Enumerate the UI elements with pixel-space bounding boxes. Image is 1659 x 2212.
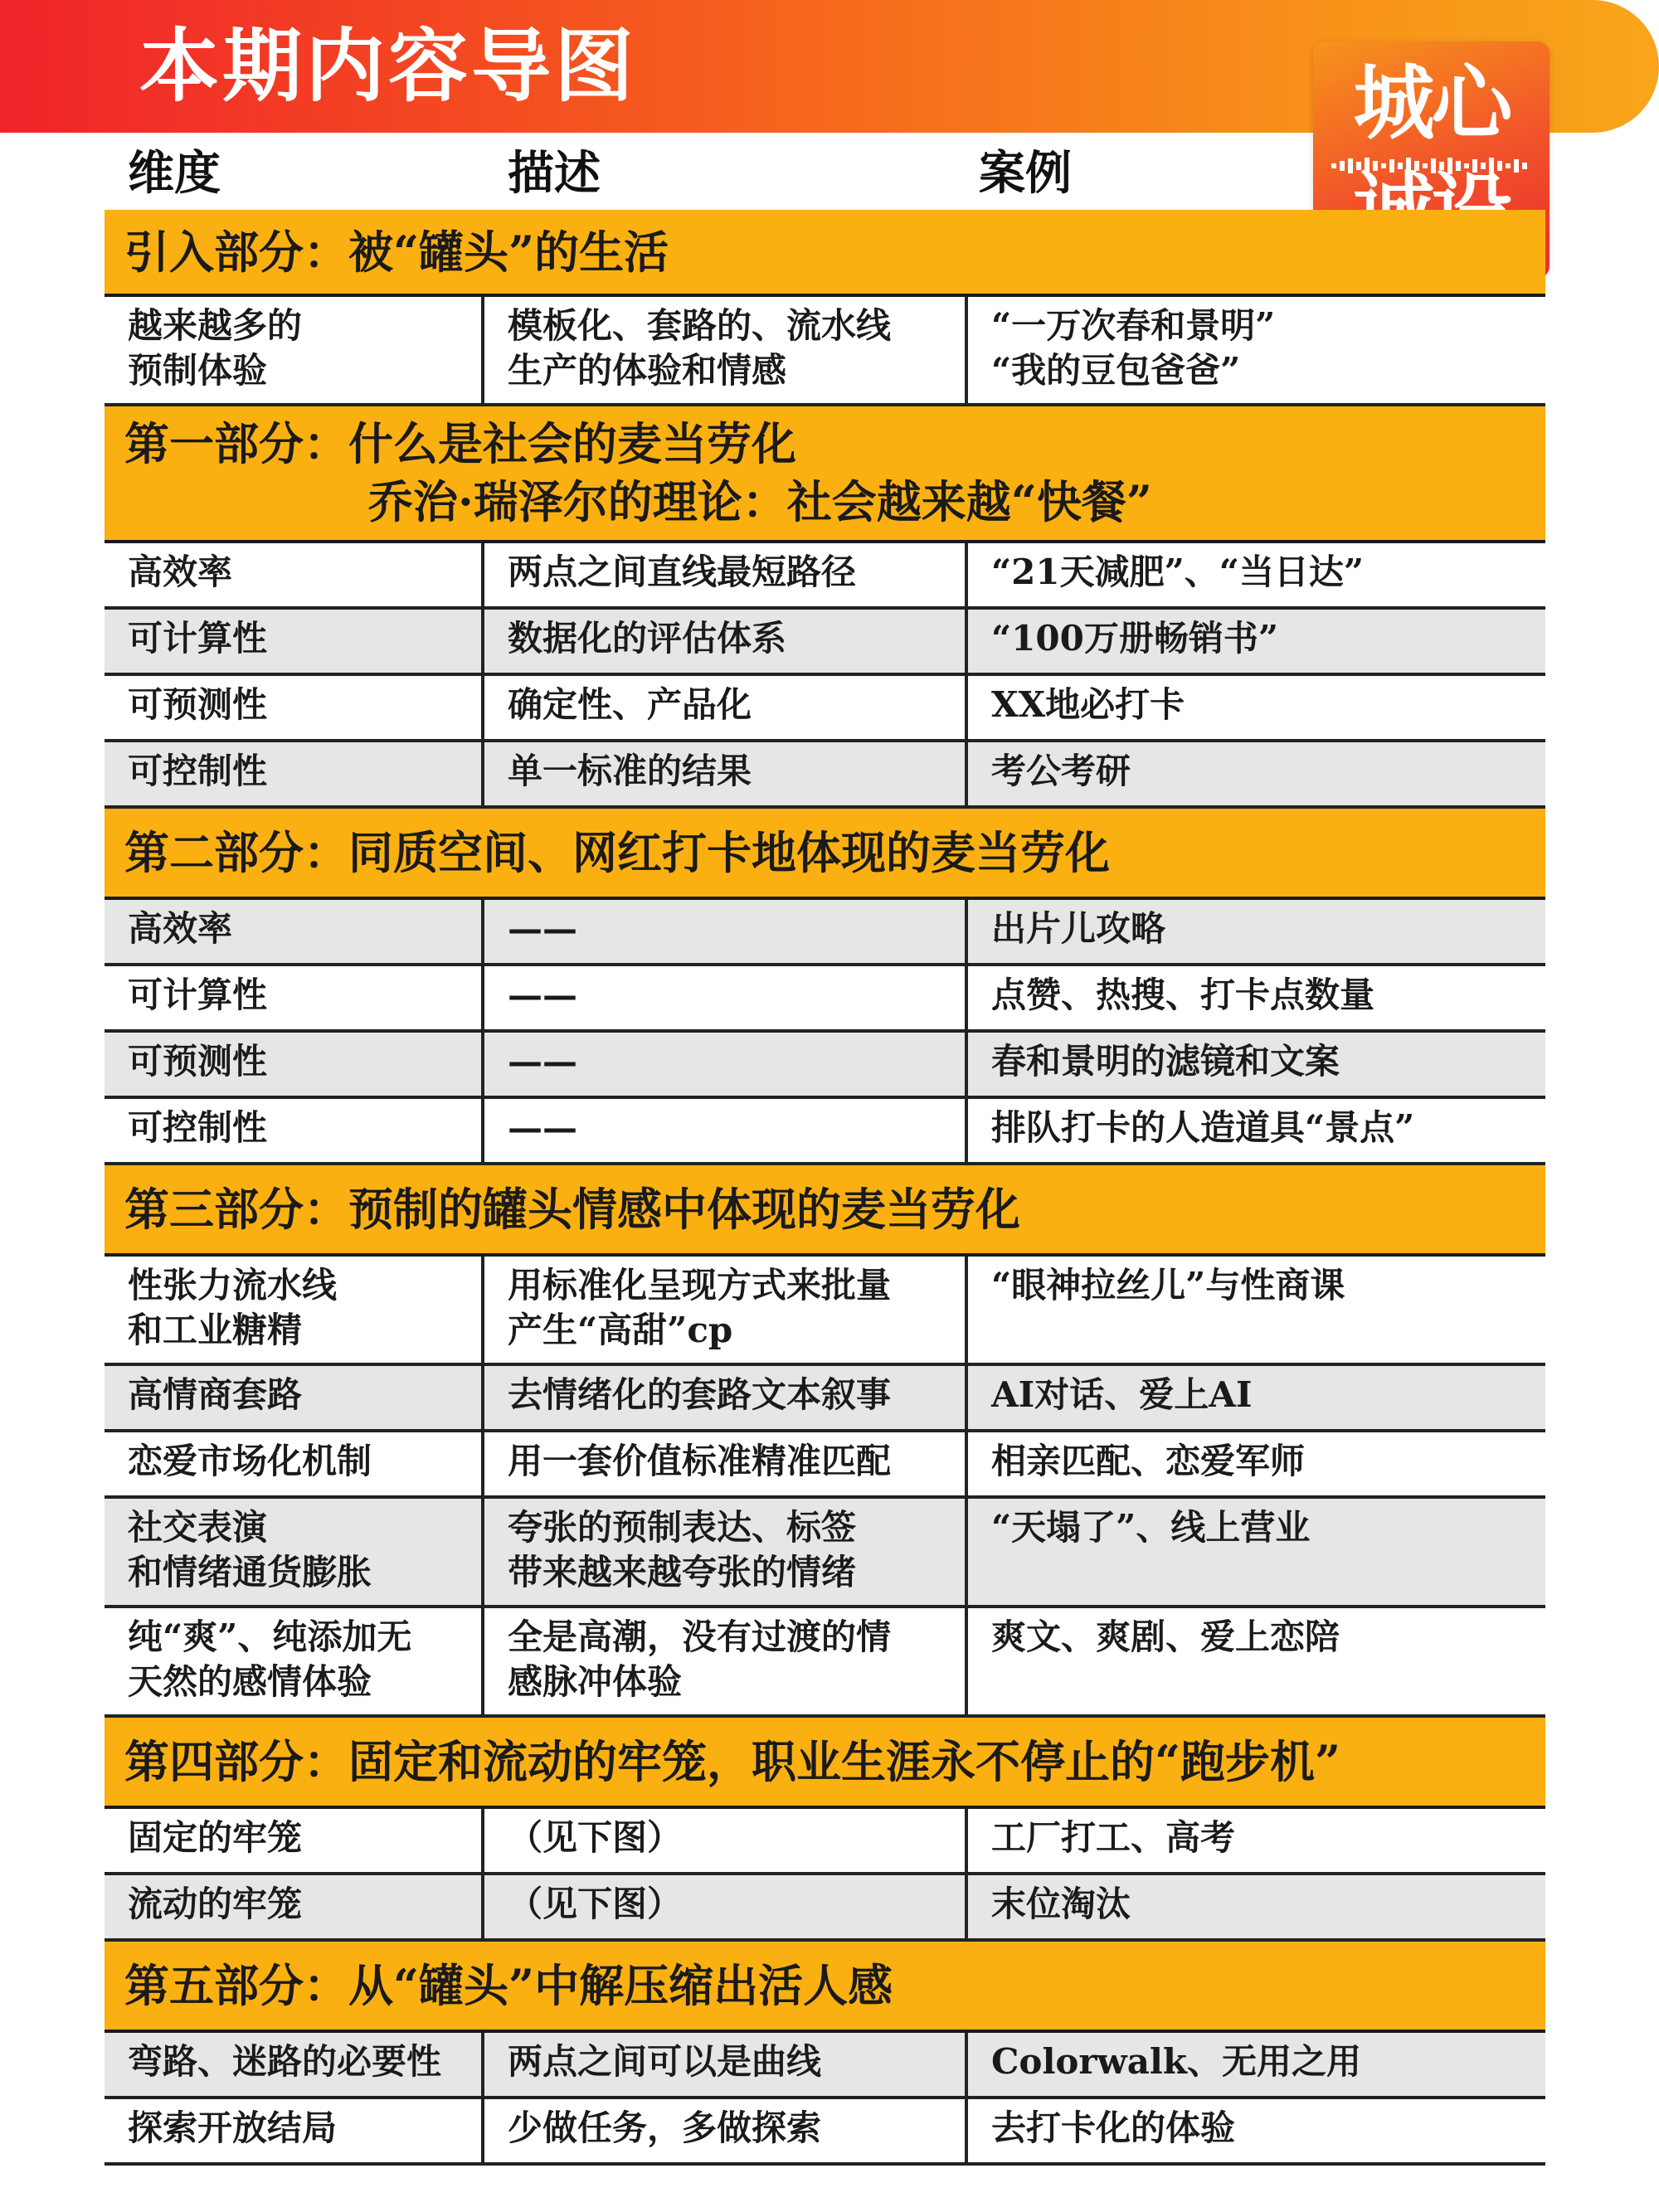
table-row [105, 1366, 1545, 1432]
cell-dimension: 探索开放结局 [105, 2099, 484, 2162]
cell-example: 出片儿攻略 [991, 908, 1166, 949]
cell-dimension: 越来越多的 预制体验 [105, 297, 484, 403]
cell-dimension: 可计算性 [105, 610, 484, 673]
table-row [105, 297, 1545, 406]
cell-dimension: 可预测性 [105, 1033, 484, 1096]
cell-example: 去打卡化的体验 [991, 2107, 1236, 2148]
section-title-line: 第一部分：什么是社会的麦当劳化 [124, 417, 796, 470]
table-row [105, 2099, 1545, 2166]
table-row [105, 676, 1545, 742]
cell-example: “100万册畅销书” [991, 618, 1278, 659]
table-row [105, 1033, 1545, 1099]
table-row [105, 1809, 1545, 1875]
cell-dimension: 恋爱市场化机制 [105, 1432, 484, 1495]
table-row [105, 1099, 1545, 1165]
table-row [105, 610, 1545, 676]
cell-dimension: 固定的牢笼 [105, 1809, 484, 1872]
logo-text-top: 城心 [1353, 56, 1510, 151]
section-header [105, 406, 1545, 543]
cell-dimension: 可预测性 [105, 676, 484, 739]
cell-description: 去情绪化的套路文本叙事 [484, 1366, 968, 1429]
cell-example: 考公考研 [991, 751, 1131, 791]
cell-description: 模板化、套路的、流水线 生产的体验和情感 [484, 297, 968, 403]
cell-example: “眼神拉丝儿”与性商课 [991, 1265, 1345, 1305]
cell-example: “21天减肥”、“当日达” [991, 552, 1365, 592]
cell-description: —— [484, 1033, 968, 1096]
cell-example: Colorwalk、无用之用 [991, 2041, 1361, 2082]
page-title: 本期内容导图 [139, 20, 637, 113]
column-header-example: 案例 [979, 147, 1072, 201]
cell-dimension: 可计算性 [105, 966, 484, 1029]
cell-example: “天塌了”、线上营业 [991, 1507, 1311, 1548]
cell-description: 两点之间可以是曲线 [484, 2033, 968, 2096]
cell-dimension: 流动的牢笼 [105, 1875, 484, 1938]
cell-example: 春和景明的滤镜和文案 [991, 1041, 1340, 1082]
cell-description: 数据化的评估体系 [484, 610, 968, 673]
table-row [105, 1432, 1545, 1499]
section-header [105, 1718, 1545, 1809]
table-row [105, 900, 1545, 966]
cell-description: 两点之间直线最短路径 [484, 543, 968, 606]
cell-dimension: 社交表演 和情绪通货膨胀 [105, 1499, 484, 1605]
cell-description: —— [484, 966, 968, 1029]
cell-description: 全是高潮，没有过渡的情 感脉冲体验 [484, 1608, 968, 1714]
column-header-description: 描述 [508, 147, 601, 201]
cell-dimension: 高效率 [105, 900, 484, 963]
cell-description: 确定性、产品化 [484, 676, 968, 739]
section-header [105, 1165, 1545, 1257]
cell-description: —— [484, 900, 968, 963]
table-row [105, 2033, 1545, 2099]
cell-description: 夸张的预制表达、标签 带来越来越夸张的情绪 [484, 1499, 968, 1605]
section-title-line: 第五部分：从“罐头”中解压缩出活人感 [124, 1959, 893, 2012]
table-row [105, 1875, 1545, 1942]
cell-dimension: 高情商套路 [105, 1366, 484, 1429]
cell-description: 用标准化呈现方式来批量 产生“高甜”cp [484, 1257, 968, 1363]
table-row [105, 742, 1545, 809]
cell-description: （见下图） [484, 1809, 968, 1872]
content-table [105, 210, 1545, 2166]
cell-dimension: 弯路、迷路的必要性 [105, 2033, 484, 2096]
cell-example: 点赞、热搜、打卡点数量 [991, 975, 1375, 1015]
section-title-line: 第二部分：同质空间、网红打卡地体现的麦当劳化 [124, 826, 1110, 879]
table-row [105, 966, 1545, 1033]
cell-example: AI对话、爱上AI [991, 1374, 1253, 1415]
section-header [105, 809, 1545, 900]
cell-dimension: 纯“爽”、纯添加无 天然的感情体验 [105, 1608, 484, 1714]
cell-dimension: 可控制性 [105, 1099, 484, 1162]
section-title-line: 第四部分：固定和流动的牢笼，职业生涯永不停止的“跑步机” [124, 1735, 1341, 1788]
cell-description: 单一标准的结果 [484, 742, 968, 805]
cell-example: “一万次春和景明” “我的豆包爸爸” [991, 305, 1276, 391]
column-header-dimension: 维度 [128, 147, 221, 201]
table-row [105, 543, 1545, 610]
cell-dimension: 可控制性 [105, 742, 484, 805]
cell-example: XX地必打卡 [991, 684, 1185, 725]
cell-example: 排队打卡的人造道具“景点” [991, 1107, 1415, 1148]
cell-example: 爽文、爽剧、爱上恋陪 [991, 1616, 1340, 1657]
section-header [105, 1942, 1545, 2033]
cell-description: —— [484, 1099, 968, 1162]
cell-dimension: 高效率 [105, 543, 484, 606]
cell-dimension: 性张力流水线 和工业糖精 [105, 1257, 484, 1363]
cell-description: （见下图） [484, 1875, 968, 1938]
cell-example: 相亲匹配、恋爱军师 [991, 1441, 1306, 1481]
section-title-line: 乔治·瑞泽尔的理论：社会越来越“快餐” [368, 475, 1152, 528]
table-row [105, 1257, 1545, 1366]
section-title-line: 第三部分：预制的罐头情感中体现的麦当劳化 [124, 1183, 1020, 1236]
table-row [105, 1608, 1545, 1718]
column-headers [0, 141, 1327, 207]
cell-example: 末位淘汰 [991, 1884, 1131, 1924]
cell-example: 工厂打工、高考 [991, 1817, 1236, 1858]
table-row [105, 1499, 1545, 1608]
cell-description: 用一套价值标准精准匹配 [484, 1432, 968, 1495]
section-title-line: 引入部分：被“罐头”的生活 [124, 226, 669, 279]
cell-description: 少做任务，多做探索 [484, 2099, 968, 2162]
section-header [105, 210, 1545, 297]
